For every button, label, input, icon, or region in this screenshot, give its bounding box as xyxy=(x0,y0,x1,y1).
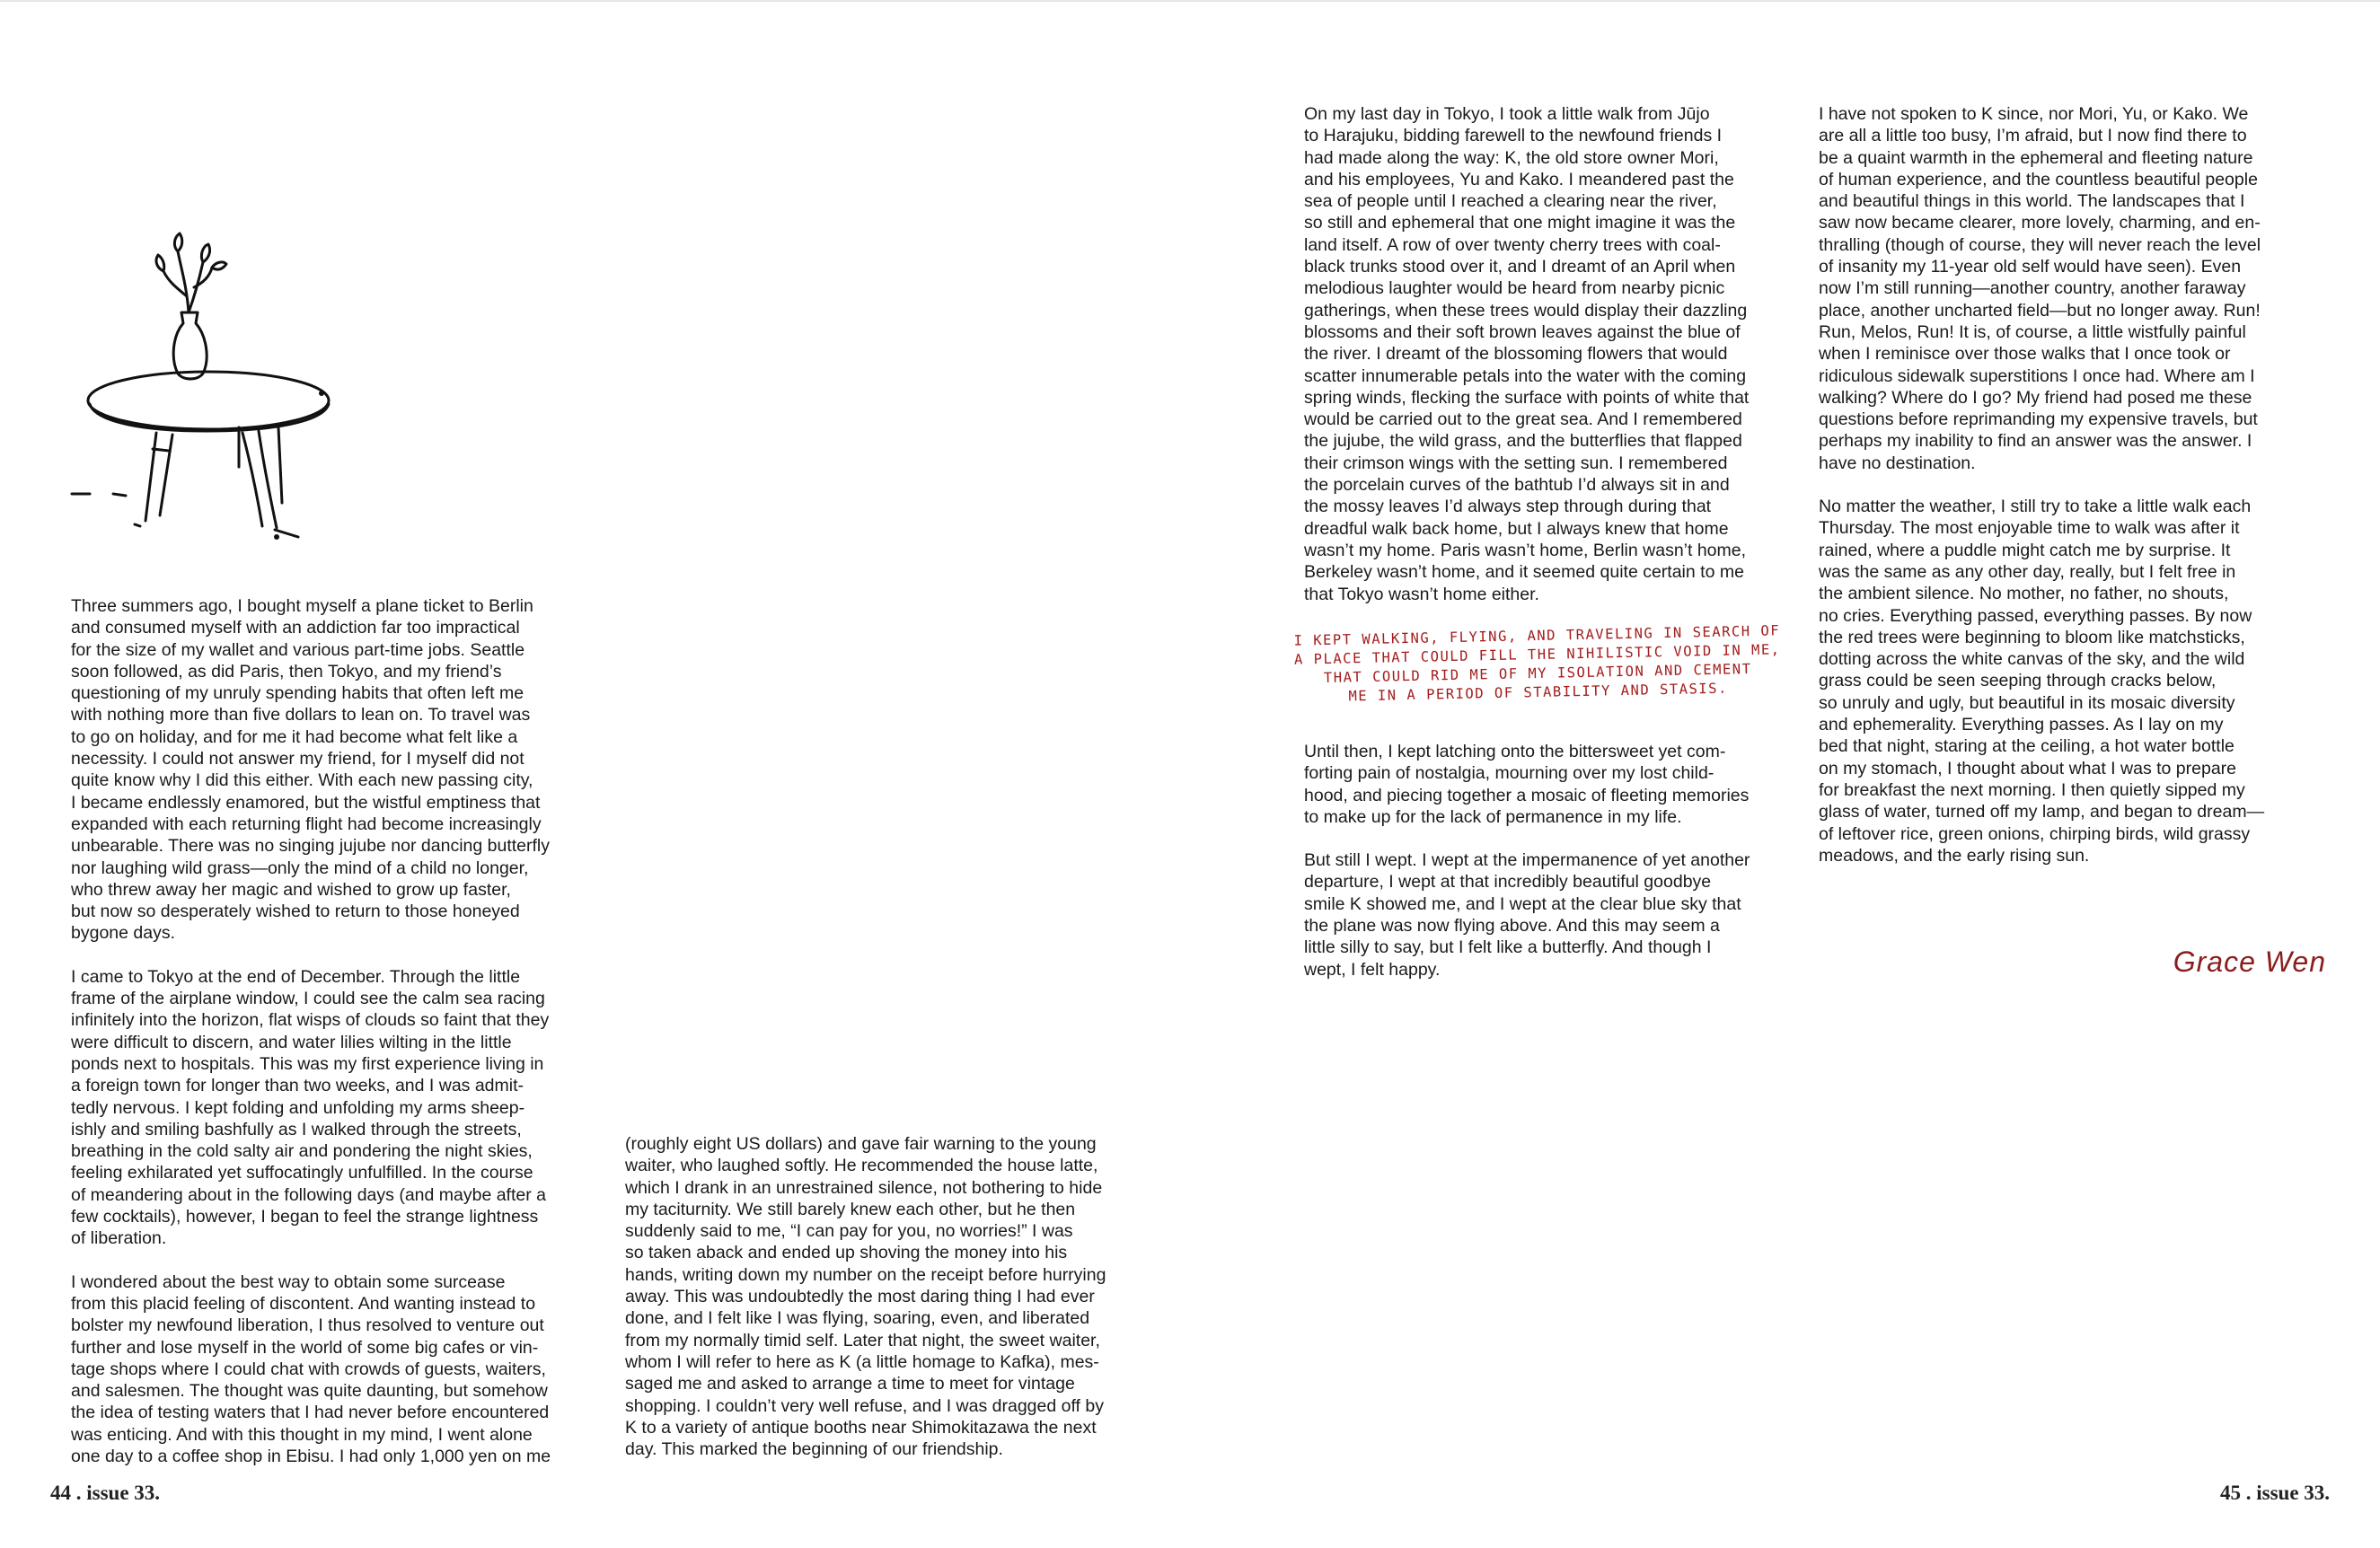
handwritten-pull-quote: I KEPT WALKING, FLYING, AND TRAVELING IN SEARCH OF A PLACE THAT COULD FILL THE NIHILISTIC VOID IN ME, THAT COULD RID ME OF MY ISOLATION AND CEMENT ME IN A PERIOD OF STABILITY AND STASIS. xyxy=(1293,622,1781,705)
paragraph: (roughly eight US dollars) and gave fair warning to the young waiter, who laughed softly. He recommended the house latte, which I drank in an unrestrained silence, not bothering to hide my taciturnity. We still barely knew each other, but he then suddenly said to me, “I can pay for you, no worries!” I was so taken aback and ended up shoving the money into his hands, writing down my number on the receipt before hurrying away. This was undoubtedly the most daring thing I had ever done, and I felt like I was flying, soaring, even, and liberated from my normally timid self. Later that night, the sweet waiter, whom I will refer to here as K (a little homage to Kafka), mes- saged me and asked to arrange a time to meet for vintage shopping. I couldn’t very well refuse, and I was dragged off by K to a variety of antique booths near Shimokitazawa the next day. This marked the beginning of our friendship. xyxy=(625,1134,1106,1460)
left-column-2 xyxy=(625,1133,1128,1482)
right-column-2 xyxy=(1819,103,2308,888)
paragraph: I came to Tokyo at the end of December. Through the little frame of the airplane window, I could see the calm sea racing infinitely into the horizon, flat wisps of clouds so faint that they were difficult to discern, and water lilies wilting in the little ponds next to hospitals. This was my first experience living in a foreign town for longer than two weeks, and I was admit- tedly nervous. I kept folding and unfolding my arms sheep- ishly and smiling bashfully as I walked through the streets, breathing in the cold salty air and pondering the night skies, feeling exhilarated yet suffocatingly unfulfilled. In the course of meandering about in the following days (and maybe after a few cocktails), however, I began to feel the strange lightness of liberation. xyxy=(71,966,550,1249)
paragraph: But still I wept. I wept at the impermanence of yet another departure, I wept at that incredibly beautiful goodbye smile K showed me, and I wept at the clear blue sky that the plane was now flying above. And this may seem a little silly to say, but I felt like a butterfly. And though I wept, I felt happy. xyxy=(1304,850,1750,980)
page-number-left: 44 . issue 33. xyxy=(50,1482,161,1504)
top-rule xyxy=(0,0,2380,2)
paragraph: No matter the weather, I still try to take a little walk each Thursday. The most enjoyable time to walk was after it rained, where a puddle might catch me by surprise. It was the same as any other day, really, but I felt free in the ambient silence. No mother, no father, no shouts, no cries. Everything passed, everything passes. By now the red trees were beginning to bloom like matchsticks, dotting across the white canvas of the sky, and the wild grass could be seen seeping through cracks below, so unruly and ugly, but beautiful in its mosaic diversity and ephemerality. Everything passes. As I lay on my bed that night, staring at the ceiling, a hot water bottle on my stomach, I thought about what I was to prepare for breakfast the next morning. I then quietly sipped my glass of water, turned off my lamp, and began to dream— of leftover rice, green onions, chirping birds, wild grassy meadows, and the early rising sun. xyxy=(1819,497,2265,866)
paragraph: On my last day in Tokyo, I took a little walk from Jūjo to Harajuku, bidding farewell to the newfound friends I had made along the way: K, the old store owner Mori, and his employees, Yu and Kako. I meandered past the sea of people until I reached a clearing near the river, so still and ephemeral that one might imagine it was the land itself. A row of over twenty cherry trees with coal- black trunks stood over it, and I dreamt of an April when melodious laughter would be heard from nearby picnic gatherings, when these trees would display their dazzling blossoms and their soft brown leaves against the blue of the river. I dreamt of the blossoming flowers that would scatter innumerable petals into the water with the coming spring winds, flecking the surface with points of white that would be carried out to the great sea. And I remembered the jujube, the wild grass, and the butterflies that flapped their crimson wings with the setting sun. I remembered the porcelain curves of the bathtub I’d always sit in and the mossy leaves I’d always step through during that dreadful walk back home, but I always knew that home wasn’t my home. Paris wasn’t home, Berlin wasn’t home, Berkeley wasn’t home, and it seemed quite certain to me that Tokyo wasn’t home either. xyxy=(1304,104,1750,604)
page-number-right: 45 . issue 33. xyxy=(2220,1482,2331,1504)
paragraph: I wondered about the best way to obtain some surcease from this placid feeling of discontent. And wanting instead to bolster my newfound liberation, I thus resolved to venture out further and lose myself in the world of some big cafes or vin- tage shops where I could chat with crowds of guests, waiters, and salesmen. The thought was quite daunting, but somehow the idea of testing waters that I had never before encountered was enticing. And with this thought in my mind, I went alone one day to a coffee shop in Ebisu. I had only 1,000 yen on me xyxy=(71,1271,551,1466)
right-column-1 xyxy=(1304,103,1789,627)
author-signature: Grace Wen xyxy=(2173,946,2326,978)
left-column-1 xyxy=(71,595,574,1489)
paragraph: Three summers ago, I bought myself a plane ticket to Berlin and consumed myself with an addiction far too impractical for the size of my wallet and various part-time jobs. Seattle soon followed, as did Paris, then Tokyo, and my friend’s questioning of my unruly spending habits that often left me with nothing more than five dollars to lean on. To travel was to go on holiday, and for me it had become what felt like a necessity. I could not answer my friend, for I myself did not quite know why I did this either. With each new passing city, I became endlessly enamored, but the wistful emptiness that expanded with each returning flight had become increasingly unbearable. There was no singing jujube nor dancing butterfly nor laughing wild grass—only the mind of a child no longer, who threw away her magic and wished to grow up faster, but now so desperately wished to return to those honeyed bygone days. xyxy=(71,596,550,944)
right-column-1-continued xyxy=(1304,741,1789,1002)
paragraph: I have not spoken to K since, nor Mori, Yu, or Kako. We are all a little too busy, I’m afraid, but I now find there to be a quaint warmth in the ephemeral and fleeting nature of human experience, and the countless beautiful people and beautiful things in this world. The landscapes that I saw now became clearer, more lovely, charming, and en- thralling (though of course, they will never reach the level of insanity my 11-year old self would have seen). Even now I’m still running—another country, another faraway place, another uncharted field—but no longer away. Run! Run, Melos, Run! It is, of course, a little wistfully painful when I reminisce over those walks that I once took or ridiculous sidewalk superstitions I once had. Where am I walking? Where do I go? My friend had posed me these questions before reprimanding my expensive travels, but perhaps my inability to find an answer was the answer. I have no destination. xyxy=(1819,104,2261,473)
table-with-vase-drawing xyxy=(63,224,350,548)
paragraph: Until then, I kept latching onto the bittersweet yet com- forting pain of nostalgia, mourning over my lost child- hood, and piecing together a mosaic of fleeting memories to make up for the lack of permanence in my life. xyxy=(1304,742,1750,827)
